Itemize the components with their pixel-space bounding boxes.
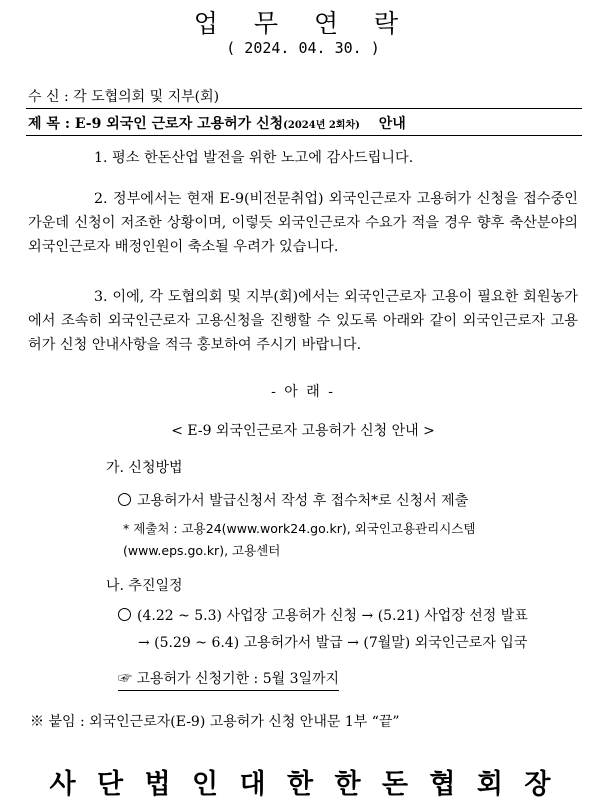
subject-round: (2024년 2회차) — [283, 120, 360, 131]
subject-main: E-9 외국인 근로자 고용허가 신청 — [74, 116, 284, 132]
circle-bullet-icon — [118, 608, 131, 621]
recipient-line: 수 신 : 각 도협의회 및 지부(회) — [28, 89, 220, 105]
body-paragraph-2: 2. 정부에서는 현재 E-9(비전문취업) 외국인근로자 고용허가 신청을 접수중인 가운데 신청이 저조한 상황이며, 이렇듯 외국인근로자 수요가 적을 경우 향후 축산분야의 외국인근로자 배정인원이 축소될 우려가 있습니다. — [28, 191, 578, 255]
divider-bottom — [26, 135, 582, 136]
section-a-item-text: 고용허가서 발급신청서 작성 후 접수처*로 신청서 제출 — [137, 493, 469, 509]
document-date: ( 2024. 04. 30. ) — [226, 39, 380, 57]
notice-subheading: < E-9 외국인근로자 고용허가 신청 안내 > — [171, 423, 435, 439]
recipient-value: 각 도협의회 및 지부(회) — [73, 89, 220, 105]
attachment-line: ※ 붙임 : 외국인근로자(E-9) 고용허가 신청 안내문 1부 “끝” — [30, 714, 400, 730]
section-a-title: 가. 신청방법 — [106, 460, 183, 476]
recipient-label: 수 신 — [28, 89, 60, 105]
section-a-item — [118, 490, 468, 510]
section-b-line-2: → (5.29 ~ 6.4) 고용허가서 발급 → (7월말) 외국인근로자 입국 — [138, 635, 528, 651]
circle-bullet-icon — [118, 493, 131, 506]
subject-label: 제 목 — [28, 116, 60, 132]
document-title: 업 무 연 락 — [193, 9, 413, 38]
subject-line: 제 목 : E-9 외국인 근로자 고용허가 신청(2024년 2회차) 안내 — [28, 116, 406, 132]
body-paragraph-3: 3. 이에, 각 도협의회 및 지부(회)에서는 외국인근로자 고용이 필요한 회원농가에서 조속히 외국인근로자 고용신청을 진행할 수 있도록 아래와 같이 외국인근로자 고용허가 신청 안내사항을 적극 홍보하여 주시기 바랍니다. — [28, 289, 578, 353]
body-paragraph-1: 1. 평소 한돈산업 발전을 위한 노고에 감사드립니다. — [94, 150, 414, 166]
notice-heading: - 아 래 - — [271, 384, 335, 400]
section-b-title: 나. 추진일정 — [106, 578, 183, 594]
divider-top — [26, 108, 582, 109]
section-b-line-1 — [118, 605, 528, 625]
section-a-note: * 제출처 : 고용24(www.work24.go.kr), 외국인고용관리시스템(www.eps.go.kr), 고용센터 — [123, 521, 476, 558]
section-b-line-1-text: (4.22 ~ 5.3) 사업장 고용허가 신청 → (5.21) 사업장 선정 발표 — [137, 608, 528, 624]
signature: 사 단 법 인 대 한 한 돈 협 회 장 — [49, 769, 557, 800]
subject-suffix: 안내 — [378, 116, 406, 132]
deadline-notice: ☞ 고용허가 신청기한 : 5월 3일까지 — [118, 668, 339, 691]
